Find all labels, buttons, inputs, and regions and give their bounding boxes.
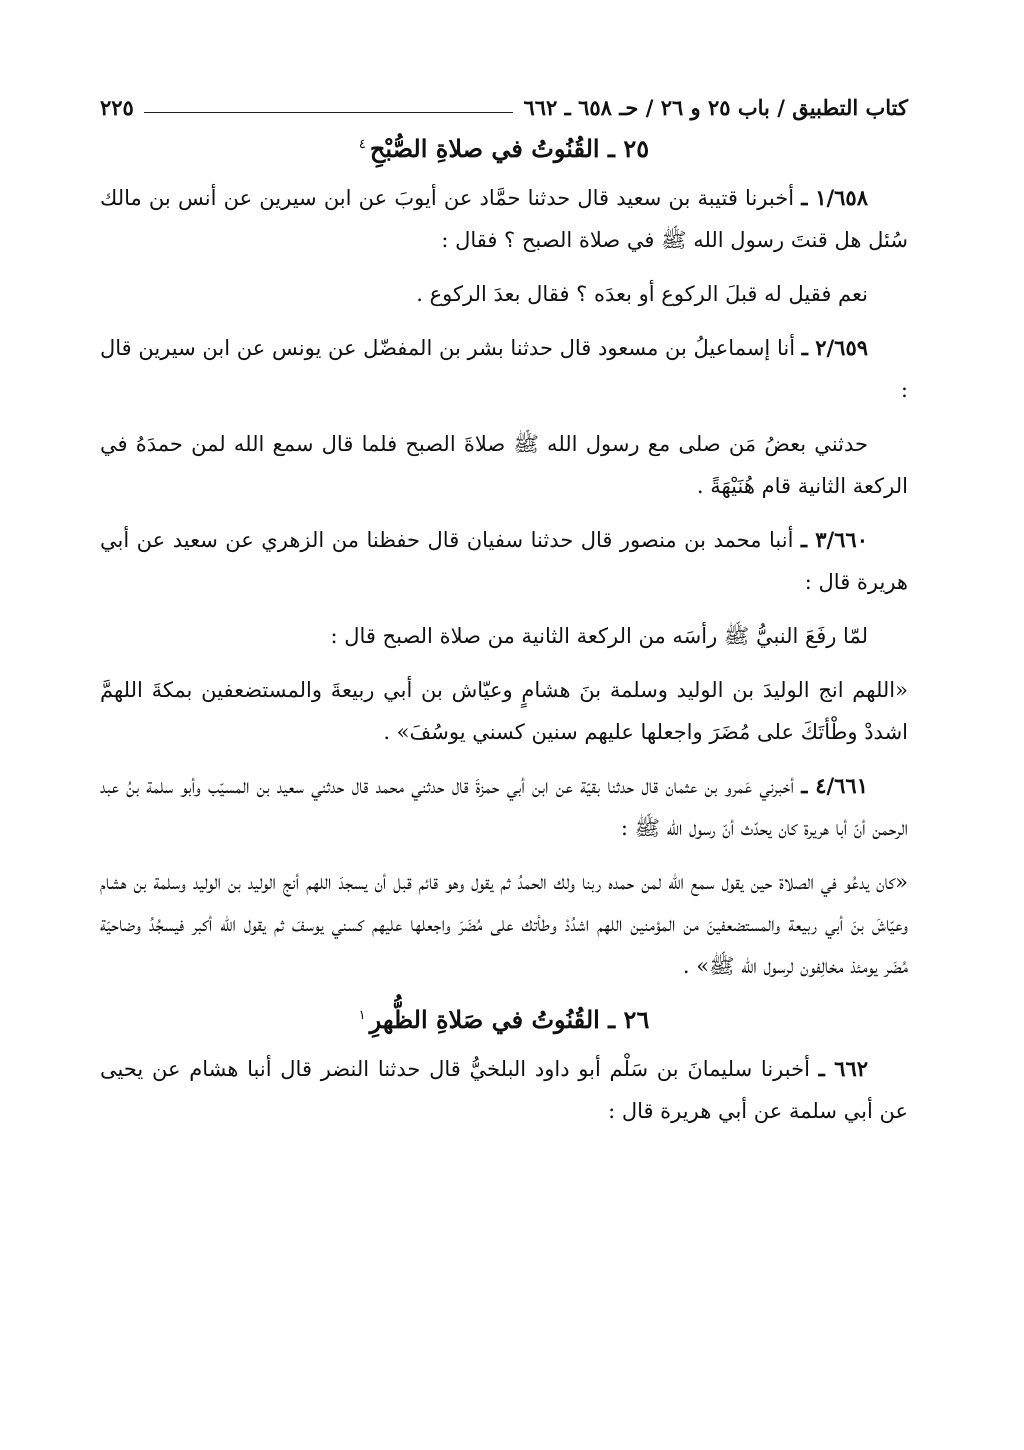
hadith-660-matn <box>100 669 908 753</box>
hadith-text: «كان يدعُو في الصلاة حين يقول سمع الله لمن حمده ربنا ولك الحمدُ ثم يقول وهو قائم قبل أن يسجدَ اللهم أنج الوليد بن الوليد وسلمة بن هشام وعيّاشَ بنَ أبي ربيعة والمستضعفينَ من المؤمنين اللهم اشدُدْ وطأتك على مُضَرَ واجعلها عليهم كسني يوسفَ ثم يقول الله أكبر فيسجُدُ وضاحيَة مُضَر يومئذ مخالِفون لرسول الله ﷺ» . <box>100 870 908 978</box>
hadith-text: لمّا رفَعَ النبيُّ ﷺ رأسَه من الركعة الثانية من صلاة الصبح قال : <box>330 624 868 648</box>
hadith-text: أخبرنا قتيبة بن سعيد قال حدثنا حمَّاد عن أيوبَ عن ابن سيرين عن أنس بن مالك سُئل هل قنتَ رسول الله ﷺ في صلاة الصبح ؟ فقال : <box>100 186 908 252</box>
hadith-660-matn-intro <box>100 615 908 657</box>
hadith-658-matn <box>100 273 908 315</box>
hadith-658 <box>100 177 908 261</box>
hadith-text: أخبرني عَمرو بن عثمان قال حدثنا بقيّة عن ابن أبي حمزةَ قال حدثني محمد قال حدثني سعيد بن المسيّب وأبو سلمة بنُ عبد الرحمن أنّ أبا هريرة كان يحدّث أنّ رسول الله ﷺ : <box>100 774 908 840</box>
section-title-25 <box>100 134 908 163</box>
hadith-text: «اللهم انج الوليدَ بن الوليد وسلمة بنَ هشامٍ وعيّاش بن أبي ربيعةَ والمستضعفين بمكةَ اللهمَّ اشددْ وطْأتَكَ على مُضَرَ واجعلها عليهم سنين كسني يوسُفَ» . <box>100 678 908 744</box>
hadith-661-matn <box>100 861 908 987</box>
section-title-26 <box>100 1005 908 1034</box>
hadith-659 <box>100 327 908 411</box>
section-title-text: ٢٥ ـ القُنُوتُ في صلاةِ الصُّبْحِ <box>369 134 650 163</box>
footnote-marker: ١ <box>358 1008 366 1023</box>
hadith-text: أنبا محمد بن منصور قال حدثنا سفيان قال حفظنا من الزهري عن سعيد عن أبي هريرة قال : <box>100 528 908 594</box>
hadith-number: ٤/٦٦١ ـ <box>801 773 868 798</box>
hadith-text: أنا إسماعيلُ بن مسعود قال حدثنا بشر بن المفضّل عن يونس عن ابن سيرين قال : <box>100 336 908 402</box>
hadith-number: ٣/٦٦٠ ـ <box>800 527 868 552</box>
hadith-text: أخبرنا سليمانَ بن سَلْم أبو داود البلخيُّ قال حدثنا النضر قال أنبا هشام عن يحيى عن أبي سلمة عن أبي هريرة قال : <box>100 1057 908 1123</box>
footnote-marker: ٤ <box>358 137 366 152</box>
hadith-text: حدثني بعضُ مَن صلى مع رسول الله ﷺ صلاةَ الصبح فلما قال سمع الله لمن حمدَهُ في الركعة الثانية قام هُنَيْهَةً . <box>100 432 908 498</box>
header-title: كتاب التطبيق / باب ٢٥ و ٢٦ / حـ ٦٥٨ ـ ٦٦٢ <box>523 95 908 120</box>
hadith-number: ٢/٦٥٩ ـ <box>801 335 869 360</box>
hadith-number: ٦٦٢ ـ <box>818 1056 869 1081</box>
hadith-660 <box>100 519 908 603</box>
hadith-661 <box>100 765 908 849</box>
hadith-662 <box>100 1048 908 1132</box>
hadith-number: ١/٦٥٨ ـ <box>801 185 868 210</box>
hadith-text: نعم فقيل له قبلَ الركوع أو بعدَه ؟ فقال بعدَ الركوع . <box>416 282 868 306</box>
header-rule <box>144 112 514 113</box>
section-title-text: ٢٦ ـ القُنُوتُ في صَلاةِ الظُّهرِ <box>369 1005 650 1034</box>
hadith-659-matn <box>100 423 908 507</box>
running-header <box>100 80 908 120</box>
page-number: ٢٢٥ <box>100 95 134 120</box>
book-page <box>100 80 908 1144</box>
